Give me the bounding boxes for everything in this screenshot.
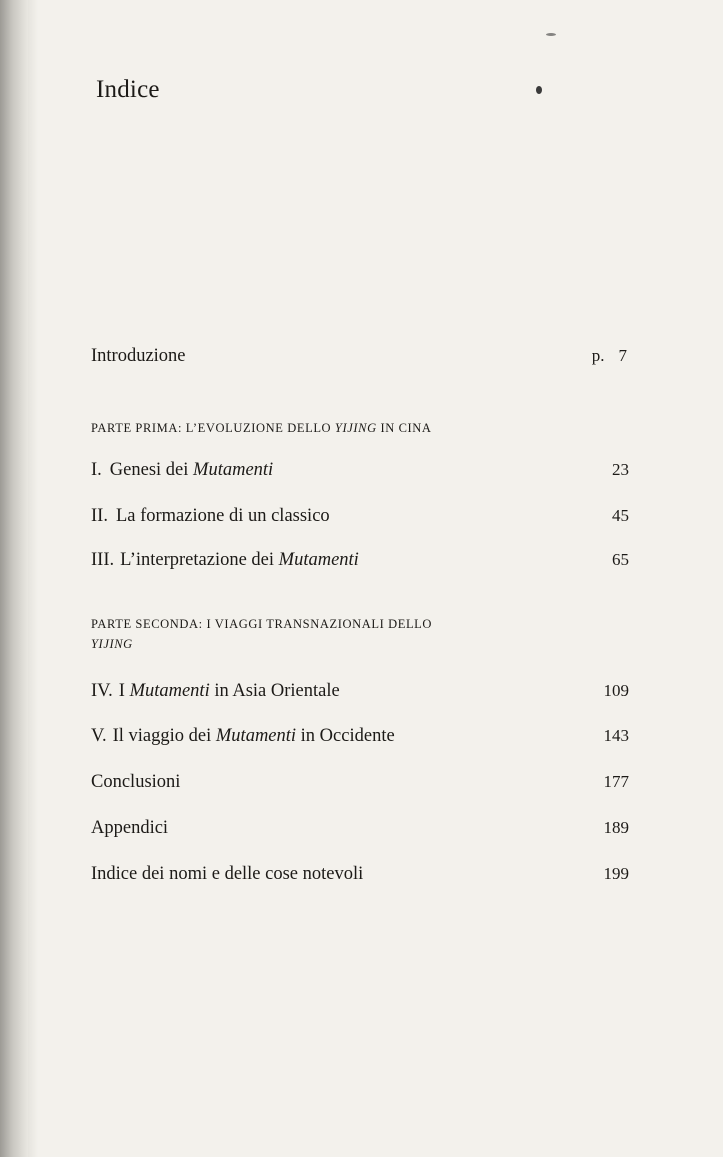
chapter-numeral: II. (91, 506, 108, 526)
binding-shadow (0, 0, 28, 1157)
toc-entry-index[interactable] (91, 864, 629, 885)
page-edge (28, 0, 38, 1157)
toc-entry-label: Introduzione (91, 346, 186, 366)
chapter-title: La formazione di un classico (115, 506, 330, 526)
toc-entry-page: 65 (612, 550, 629, 569)
toc-entry-label: Appendici (91, 818, 169, 838)
chapter-title-rest: in Occidente (300, 726, 395, 746)
part-heading-two (91, 614, 521, 654)
chapter-title-italic: Mutamenti (129, 681, 210, 701)
toc-entry-label: Indice dei nomi e delle cose notevoli (91, 864, 364, 884)
toc-entry-appendices[interactable] (91, 818, 629, 839)
toc-entry-chapter-4[interactable] (91, 681, 629, 702)
part-heading-italic: YIJING (91, 637, 133, 651)
toc-entry-page (592, 346, 629, 366)
toc-entry-chapter-3[interactable] (91, 550, 629, 571)
part-heading-prefix: PARTE PRIMA: L’EVOLUZIONE DELLO (91, 421, 332, 435)
chapter-title: L’interpretazione dei (120, 550, 275, 570)
chapter-numeral: IV. (91, 681, 113, 701)
ink-speck (546, 33, 556, 36)
toc-entry-label: Conclusioni (91, 772, 181, 792)
page-title: Indice (96, 76, 160, 103)
toc-entry-page: 23 (612, 460, 629, 479)
chapter-title-rest: in Asia Orientale (214, 681, 340, 701)
ink-speck (536, 86, 542, 94)
part-heading-suffix: IN CINA (380, 421, 432, 435)
toc-entry-conclusions[interactable] (91, 772, 629, 793)
chapter-title-italic: Mutamenti (215, 726, 297, 746)
chapter-title-italic: Mutamenti (193, 460, 274, 480)
toc-entry-page: 45 (612, 506, 629, 525)
part-heading-prefix: PARTE SECONDA: I VIAGGI TRANSNAZIONALI DELLO (91, 617, 433, 631)
toc-entry-page: 199 (603, 864, 629, 883)
page-number: 7 (618, 346, 627, 365)
chapter-title: Genesi dei (109, 460, 189, 480)
toc-entry-page: 109 (603, 681, 629, 700)
toc-entry-page: 189 (603, 818, 629, 837)
part-heading-italic: YIJING (334, 421, 377, 435)
toc-entry-page: 177 (603, 772, 629, 791)
toc-entry-chapter-1[interactable] (91, 460, 629, 481)
toc-entry-introduction[interactable] (91, 346, 629, 367)
toc-entry-page: 143 (603, 726, 629, 745)
chapter-title: I (118, 681, 125, 701)
chapter-title: Il viaggio dei (112, 726, 212, 746)
chapter-numeral: I. (91, 460, 102, 480)
chapter-title-italic: Mutamenti (278, 550, 359, 570)
toc-entry-chapter-5[interactable] (91, 726, 629, 747)
page-prefix: p. (591, 346, 605, 365)
chapter-numeral: III. (91, 550, 115, 570)
toc-entry-chapter-2[interactable] (91, 506, 629, 527)
chapter-numeral: V. (91, 726, 107, 746)
part-heading-one (91, 418, 551, 438)
